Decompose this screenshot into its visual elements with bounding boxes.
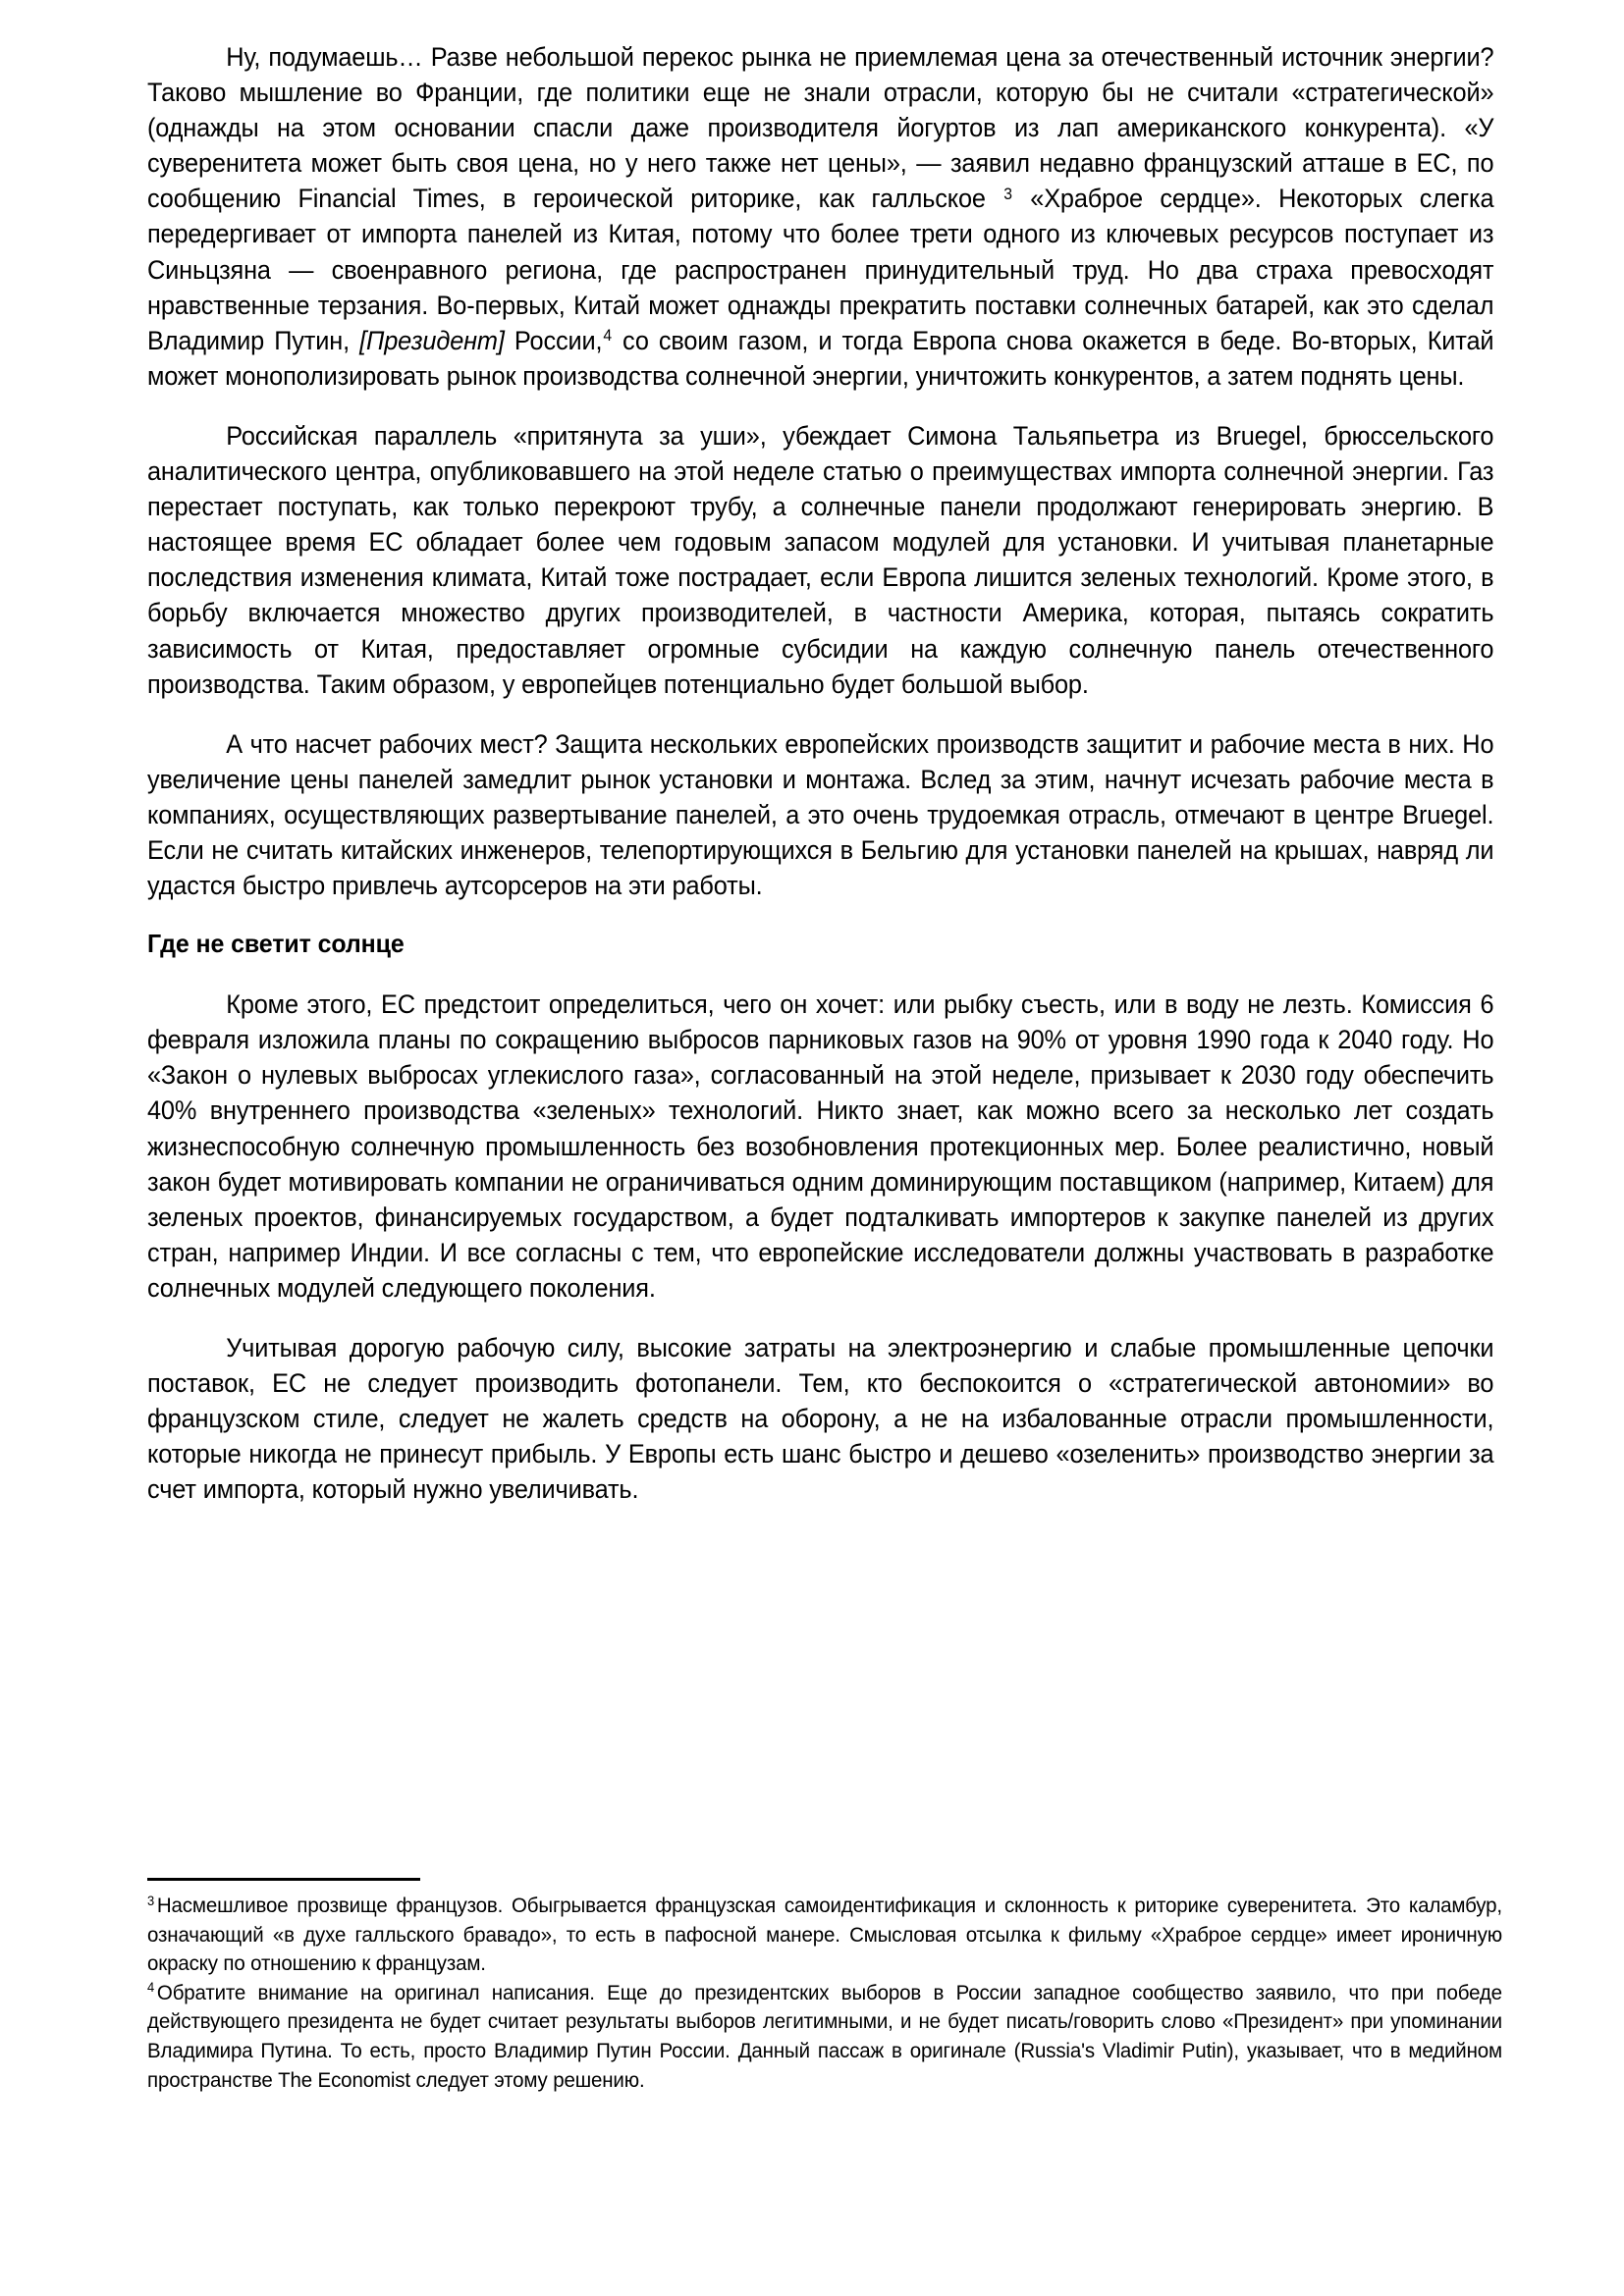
paragraph-1-text-b: «Храброе сердце». Некоторых слегка передергивает от импорта панелей из Китая, потому что более трети одного из ключевых ресурсов поступает из Синьцзяна — своенравного региона, где распространен принудительный труд. Но два страха превосходят нравственные терзания. Во-первых, Китай может однажды прекратить поставки солнечных батарей, как это сделал Владимир Путин,: [147, 184, 1494, 355]
footnote-ref-4[interactable]: 4: [603, 327, 612, 346]
footnote-separator-rule: [147, 1878, 420, 1881]
paragraph-1-italic-president: [Президент]: [359, 325, 505, 355]
document-body: [147, 39, 1494, 1507]
footnote-3-number: 3: [147, 1893, 155, 1908]
paragraph-3: А что насчет рабочих мест? Защита нескольких европейских производств защитит и рабочие места в них. Но увеличение цены панелей замедлит рынок установки и монтажа. Вслед за этим, начнут исчезать рабочие места в компаниях, осуществляющих развертывание панелей, а это очень трудоемкая отрасль, отмечают в центре Bruegel. Если не считать китайских инженеров, телепортирующихся в Бельгию для установки панелей на крышах, навряд ли удастся быстро привлечь аутсорсеров на эти работы.: [147, 728, 1494, 901]
paragraph-1-text-a: Ну, подумаешь… Разве небольшой перекос рынка не приемлемая цена за отечественный источник энергии? Таково мышление во Франции, где политики еще не знали отрасли, которую бы не считали «стратегической» (однажды на этом основании спасли даже производителя йогуртов из лап американского конкурента). «У суверенитета может быть своя цена, но у него также нет цены», — заявил недавно французский атташе в ЕС, по сообщению Financial Times, в героической риторике, как галльское: [147, 42, 1494, 214]
paragraph-1: [147, 39, 1493, 394]
paragraph-2: Российская параллель «притянута за уши», убеждает Симона Тальяпьетра из Bruegel, брюссельского аналитического центра, опубликовавшего на этой неделе статью о преимуществах импорта солнечной энергии. Газ перестает поступать, как только перекроют трубу, а солнечные панели продолжают генерировать энергию. В настоящее время ЕС обладает более чем годовым запасом модулей для установки. И учитывая планетарные последствия изменения климата, Китай тоже пострадает, если Европа лишится зеленых технологий. Кроме этого, в борьбу включается множество других производителей, в частности Америка, которая, пытаясь сократить зависимость от Китая, предоставляет огромные субсидии на каждую солнечную панель отечественного производства. Таким образом, у европейцев потенциально будет большой выбор.: [147, 420, 1494, 699]
footnote-3: [147, 1892, 1502, 1979]
footnote-4: [147, 1979, 1502, 2095]
paragraph-4: Кроме этого, ЕС предстоит определиться, чего он хочет: или рыбку съесть, или в воду не лезть. Комиссия 6 февраля изложила планы по сокращению выбросов парниковых газов на 90% от уровня 1990 года к 2040 году. Но «Закон о нулевых выбросах углекислого газа», согласованный на этой неделе, призывает к 2030 году обеспечить 40% внутреннего производства «зеленых» технологий. Никто знает, как можно всего за несколько лет создать жизнеспособную солнечную промышленность без возобновления протекционных мер. Более реалистично, новый закон будет мотивировать компании не ограничиваться одним доминирующим поставщиком (например, Китаем) для зеленых проектов, финансируемых государством, а будет подталкивать импортеров к закупке панелей из других стран, например Индии. И все согласны с тем, что европейские исследователи должны участвовать в разработке солнечных модулей следующего поколения.: [147, 989, 1494, 1303]
footnote-ref-3[interactable]: 3: [1003, 185, 1012, 203]
footnote-area: [147, 1878, 1502, 2095]
footnote-4-text: Обратите внимание на оригинал написания. Еще до президентских выборов в России западное сообщество заявило, что при победе действующего президента не будет считает результаты выборов легитимными, и не будет писать/говорить слово «Президент» при упоминании Владимира Путина. То есть, просто Владимир Путин России. Данный пассаж в оригинале (Russia's Vladimir Putin), указывает, что в медийном пространстве The Economist следует этому решению.: [147, 1980, 1502, 2092]
paragraph-5: Учитывая дорогую рабочую силу, высокие затраты на электроэнергию и слабые промышленные цепочки поставок, ЕС не следует производить фотопанели. Тем, кто беспокоится о «стратегической автономии» во французском стиле, следует не жалеть средств на оборону, а не на избалованные отрасли промышленности, которые никогда не принесут прибыль. У Европы есть шанс быстро и дешево «озеленить» производство энергии за счет импорта, который нужно увеличивать.: [147, 1333, 1494, 1505]
footnote-3-text: Насмешливое прозвище французов. Обыгрывается французская самоидентификация и склонность к риторике суверенитета. Это каламбур, означающий «в духе галльского бравадо», то есть в пафосной манере. Смысловая отсылка к фильму «Храброе сердце» имеет ироничную окраску по отношению к французам.: [147, 1894, 1502, 1976]
paragraph-1-text-c: России,: [504, 325, 603, 355]
section-heading: Где не светит солнце: [147, 929, 405, 959]
footnote-4-number: 4: [147, 1980, 155, 1996]
paragraph-1-text-d: со своим газом, и тогда Европа снова окажется в беде. Во-вторых, Китай может монополизировать рынок производства солнечной энергии, уничтожить конкурентов, а затем поднять цены.: [147, 325, 1494, 391]
